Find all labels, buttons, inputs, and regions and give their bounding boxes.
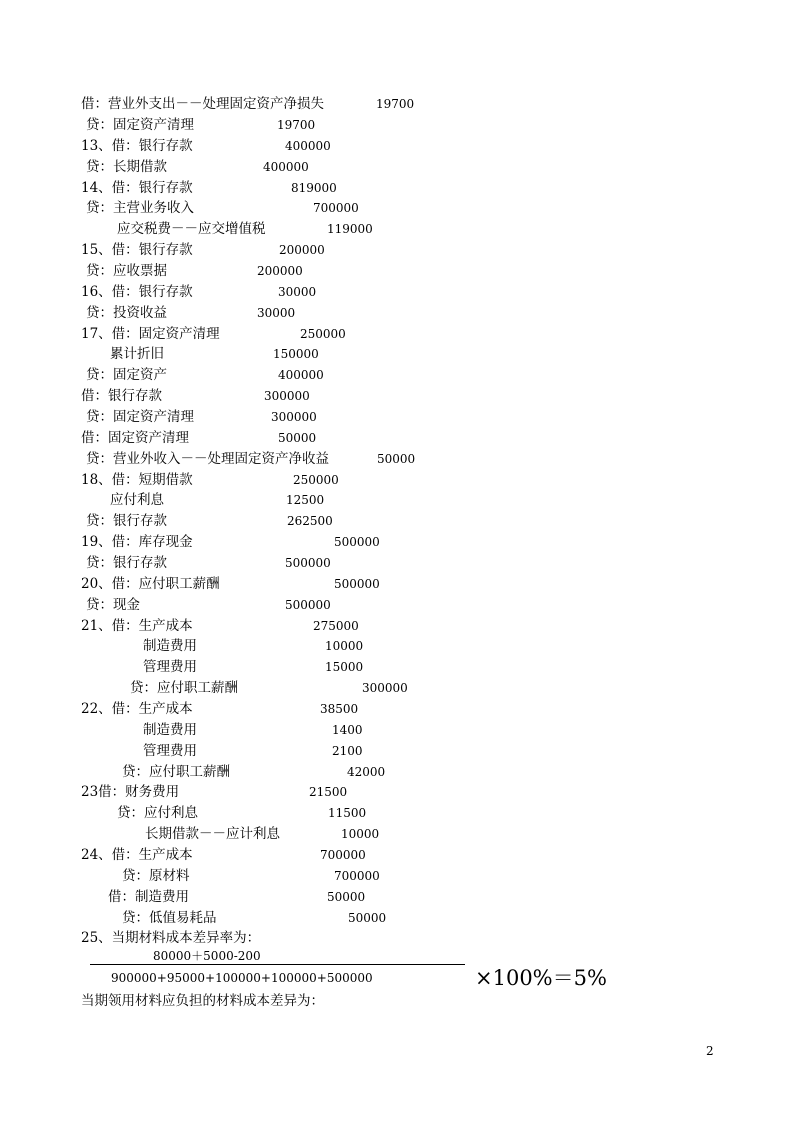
entry-amount: 50000 <box>348 911 387 925</box>
entry-label: 借：固定资产清理 <box>81 430 189 446</box>
entry-amount: 400000 <box>278 368 324 382</box>
journal-line <box>0 470 794 491</box>
journal-line <box>0 532 794 553</box>
entry-amount: 400000 <box>263 160 309 174</box>
journal-line <box>0 282 794 303</box>
entry-label: 制造费用 <box>143 722 197 738</box>
entry-label: 贷：银行存款 <box>86 513 167 529</box>
entry-amount: 19700 <box>376 97 415 111</box>
entry-label: 22、借：生产成本 <box>81 701 193 717</box>
journal-line <box>0 219 794 240</box>
entry-label: 贷：固定资产清理 <box>86 117 194 133</box>
journal-line <box>0 720 794 741</box>
entry-amount: 500000 <box>285 556 331 570</box>
journal-line <box>0 699 794 720</box>
journal-line <box>0 887 794 908</box>
journal-line <box>0 490 794 511</box>
entry-amount: 10000 <box>341 827 380 841</box>
entry-amount: 50000 <box>377 452 416 466</box>
entry-label: 贷：投资收益 <box>86 305 167 321</box>
entry-label: 贷：固定资产清理 <box>86 409 194 425</box>
journal-line <box>0 178 794 199</box>
entry-label: 制造费用 <box>143 638 197 654</box>
entry-label: 14、借：银行存款 <box>81 180 193 196</box>
entry-amount: 200000 <box>279 243 325 257</box>
formula-denominator: 900000+95000+100000+100000+500000 <box>111 971 373 985</box>
entry-label: 贷：现金 <box>86 597 140 613</box>
entry-label: 借：银行存款 <box>81 388 162 404</box>
entry-amount: 400000 <box>285 139 331 153</box>
entry-label: 贷：银行存款 <box>86 555 167 571</box>
entry-amount: 12500 <box>286 493 325 507</box>
entry-amount: 500000 <box>334 535 380 549</box>
entry-amount: 42000 <box>347 765 386 779</box>
journal-line <box>0 261 794 282</box>
journal-line <box>0 115 794 136</box>
journal-line <box>0 198 794 219</box>
entry-label: 13、借：银行存款 <box>81 138 193 154</box>
journal-line <box>0 324 794 345</box>
entry-amount: 21500 <box>309 785 348 799</box>
closing-line-text: 当期领用材料应负担的材料成本差异为： <box>81 993 324 1009</box>
entry-label: 借：营业外支出－－处理固定资产净损失 <box>81 96 324 112</box>
journal-line <box>0 657 794 678</box>
journal-line <box>0 303 794 324</box>
journal-line <box>0 94 794 115</box>
entry-label: 贷：应收票据 <box>86 263 167 279</box>
entry-amount: 300000 <box>264 389 310 403</box>
entry-amount: 200000 <box>257 264 303 278</box>
journal-line <box>0 386 794 407</box>
fraction-bar <box>90 964 465 965</box>
entry-label: 贷：原材料 <box>122 868 190 884</box>
entry-amount: 700000 <box>313 201 359 215</box>
entry-amount: 50000 <box>327 890 366 904</box>
entry-amount: 150000 <box>273 347 319 361</box>
journal-line <box>0 136 794 157</box>
entry-amount: 10000 <box>325 639 364 653</box>
journal-line <box>0 678 794 699</box>
entry-amount: 500000 <box>334 577 380 591</box>
entry-label: 23借：财务费用 <box>81 784 180 800</box>
entry-amount: 262500 <box>287 514 333 528</box>
journal-line <box>0 365 794 386</box>
formula-numerator: 80000＋5000-200 <box>153 949 261 963</box>
entry-label: 管理费用 <box>143 743 197 759</box>
journal-line <box>0 428 794 449</box>
journal-line <box>0 553 794 574</box>
entry-label: 21、借：生产成本 <box>81 618 193 634</box>
entry-label: 18、借：短期借款 <box>81 472 193 488</box>
entry-amount: 250000 <box>300 327 346 341</box>
entry-amount: 38500 <box>320 702 359 716</box>
page-number: 2 <box>706 1044 714 1058</box>
entry-label: 贷：固定资产 <box>86 367 167 383</box>
entry-amount: 30000 <box>278 285 317 299</box>
journal-line <box>0 595 794 616</box>
journal-line <box>0 511 794 532</box>
entry-label: 17、借：固定资产清理 <box>81 326 220 342</box>
journal-line <box>0 928 794 949</box>
entry-amount: 700000 <box>334 869 380 883</box>
entry-label: 贷：应付利息 <box>117 805 198 821</box>
entry-label: 15、借：银行存款 <box>81 242 193 258</box>
journal-line <box>0 616 794 637</box>
entry-amount: 50000 <box>278 431 317 445</box>
journal-line <box>0 908 794 929</box>
entry-amount: 15000 <box>325 660 364 674</box>
entry-label: 贷：应付职工薪酬 <box>130 680 238 696</box>
entry-label: 16、借：银行存款 <box>81 284 193 300</box>
closing-line <box>0 991 794 1012</box>
entry-amount: 300000 <box>271 410 317 424</box>
entry-amount: 1400 <box>332 723 363 737</box>
entry-amount: 19700 <box>277 118 316 132</box>
journal-line <box>0 803 794 824</box>
entry-amount: 700000 <box>320 848 366 862</box>
entry-label: 管理费用 <box>143 659 197 675</box>
entry-amount: 119000 <box>327 222 373 236</box>
entry-amount: 300000 <box>362 681 408 695</box>
entry-amount: 11500 <box>328 806 367 820</box>
journal-line <box>0 636 794 657</box>
entry-label: 借：制造费用 <box>108 889 189 905</box>
entry-label: 贷：低值易耗品 <box>122 910 217 926</box>
entry-label: 贷：主营业务收入 <box>86 200 194 216</box>
journal-line <box>0 741 794 762</box>
journal-line <box>0 762 794 783</box>
journal-line <box>0 344 794 365</box>
entry-label: 24、借：生产成本 <box>81 847 193 863</box>
entry-label: 20、借：应付职工薪酬 <box>81 576 220 592</box>
entry-label: 贷：长期借款 <box>86 159 167 175</box>
journal-line <box>0 782 794 803</box>
entry-label: 长期借款－－应计利息 <box>145 826 280 842</box>
entry-label: 贷：营业外收入－－处理固定资产净收益 <box>86 451 329 467</box>
journal-line <box>0 157 794 178</box>
entry-amount: 2100 <box>332 744 363 758</box>
journal-line <box>0 824 794 845</box>
entry-label: 25、当期材料成本差异率为： <box>81 930 261 946</box>
entry-label: 应交税费－－应交增值税 <box>117 221 266 237</box>
formula-result: ×100%＝5% <box>475 966 607 990</box>
entry-label: 应付利息 <box>110 492 164 508</box>
journal-line <box>0 866 794 887</box>
entry-label: 贷：应付职工薪酬 <box>122 764 230 780</box>
journal-line <box>0 574 794 595</box>
entry-amount: 250000 <box>293 473 339 487</box>
journal-line <box>0 845 794 866</box>
journal-line <box>0 240 794 261</box>
journal-line <box>0 407 794 428</box>
entry-label: 累计折旧 <box>110 346 164 362</box>
entry-amount: 819000 <box>291 181 337 195</box>
entry-amount: 30000 <box>257 306 296 320</box>
entry-label: 19、借：库存现金 <box>81 534 193 550</box>
entry-amount: 500000 <box>285 598 331 612</box>
journal-line <box>0 449 794 470</box>
entry-amount: 275000 <box>313 619 359 633</box>
